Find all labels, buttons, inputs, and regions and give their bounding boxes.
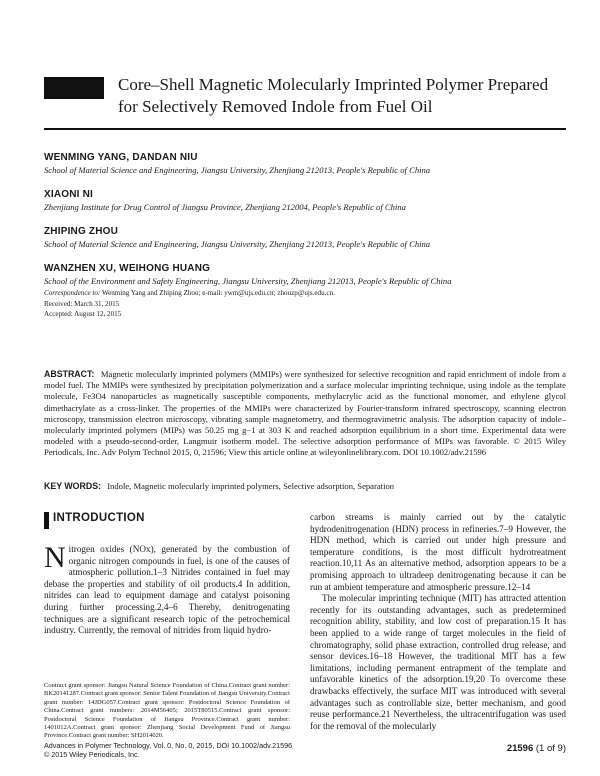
abstract-text: Magnetic molecularly imprinted polymers (MMIPs) were synthesized for selective recognition and rapid enrichment of indole from a model fuel. The MMIPs were synthesized by precipitation polymerization and a surface molecular imprinting technique, using indole as the template molecule, Fe3O4 nanoparticles as magnetically susceptible components, methylacrylic acid as the functional monomer, and ethylene glycol dimethacrylate as a cross-linker. The properties of the MMIPs were characterized by Fourier-transform infrared spectroscopy, scanning electron microscopy, transmission electron microscopy, vibrating sample magnetometry, and thermogravimetric analysis. The adsorption capacity of indole–molecularly imprinted polymers (MIPs) was 50.25 mg g−1 at 303 K and reached adsorption equilibrium in a short time. Experimental data were modeled with a pseudo-second-order, Langmuir isotherm model. The selective adsorption performance of MIPs was favorable. © 2015 Wiley Periodicals, Inc. Adv Polym Technol 2015, 0, 21596; View this article online at wileyonlinelibrary.com. DOI 10.1002/adv.21596 xyxy=(44,369,566,458)
abstract xyxy=(44,369,566,459)
author-group-2: XIAONI NI xyxy=(44,189,94,200)
section-title: INTRODUCTION xyxy=(53,512,145,524)
title-accent-bar xyxy=(44,77,104,99)
abstract-label: ABSTRACT: xyxy=(44,369,95,379)
affiliation-2: Zhenjiang Institute for Drug Control of Jiangsu Province, Zhenjiang 212004, People's Republic of China xyxy=(44,202,406,212)
intro-paragraph-2: The molecular imprinting technique (MIT) has attracted attention recently for its outstanding advantages, such as predetermined recognition ability, stability, and low cost of preparation.15 It has been applied to a wide range of target molecules in the field of chromatography, solid phase extraction, controlled drug release, and sensor devices.16–18 However, the traditional MIT has a few limitations, including permanent entrapment of the template and unfavorable kinetics of the adsorption.19,20 To overcome these drawbacks effectively, the surface MIT was introduced with several advantages such as controllable size, better mechanism, and good reuse performance.21 Nevertheless, the ultracentrifugation was used for the removal of the molecularly xyxy=(310,593,566,731)
footer-journal-info xyxy=(44,741,292,760)
body-column-left xyxy=(44,512,290,637)
author-group-1: WENMING YANG, DANDAN NIU xyxy=(44,152,198,163)
author-group-3: ZHIPING ZHOU xyxy=(44,226,119,237)
keywords-label: KEY WORDS: xyxy=(44,481,102,491)
keywords xyxy=(44,481,566,491)
correspondence xyxy=(44,289,564,297)
affiliation-1: School of Material Science and Engineering, Jiangsu University, Zhenjiang 212013, People's Republic of China xyxy=(44,165,431,175)
correspondence-label: Correspondence to: xyxy=(44,289,101,297)
footer-page-number xyxy=(507,743,566,754)
accepted-date: Accepted: August 12, 2015 xyxy=(44,309,122,318)
funding-footnotes: Contract grant sponsor: Jiangsu Natural Science Foundation of China.Contract grant number: BK20141287.Contract grant sponsor: Senior Talent Foundation of Jiangsu University.Contract grant number: 14JDG057.Contract grant sponsor: Postdoctoral Science Foundation of China.Contract grant numbers: 2014M56405; 2015T80515.Contract grant sponsor: Postdoctoral Science Foundation of Jiangsu Province.Contract grant number: 1401012A.Contract grant sponsor: Zhenjiang Social Development Fund of Jiangsu Province.Contract grant number: SH2014020. xyxy=(44,682,290,740)
received-date: Received: March 31, 2015 xyxy=(44,300,120,308)
intro-paragraph-1 xyxy=(44,541,290,637)
section-accent-bar xyxy=(44,512,49,529)
footer-copyright: © 2015 Wiley Periodicals, Inc. xyxy=(44,750,140,760)
intro-paragraph-1-cont: carbon streams is mainly carried out by the catalytic hydrodenitrogenation (HDN) process in refineries.7–9 However, the HDN method, which is carried out under high pressure and temperature conditions, is the most difficult hydrotreatment reaction.10,11 As an alternative method, adsorption appears to be a promising approach to ultradeep denitrogenating because it can be run at ambient temperature and atmospheric pressure.12–14 xyxy=(310,512,566,592)
body-column-right xyxy=(310,512,566,732)
intro-paragraph-1-text: itrogen oxides (NOx), generated by the combustion of organic nitrogen compounds in fuel, is one of the causes of atmospheric pollution.1–3 Nitrides contained in fuel may debase the properties and stability of oil products.4 In addition, nitrides can lead to equipment damage and catalyst poisoning during further processing.2,4–6 Thereby, denitrogenating techniques are a significant research topic of the petrochemical industry. Currently, the removal of nitrides from liquid hydro- xyxy=(44,544,290,636)
page-of: (1 of 9) xyxy=(535,743,566,754)
author-group-4: WANZHEN XU, WEIHONG HUANG xyxy=(44,263,211,274)
drop-cap: N xyxy=(44,541,66,574)
keywords-text: Indole, Magnetic molecularly imprinted polymers, Selective adsorption, Separation xyxy=(107,481,395,491)
title-rule xyxy=(44,128,566,130)
correspondence-text: Wenming Yang and Zhiping Zhou; e-mail: ywm@ujs.edu.cn; zhouzp@ujs.edu.cn. xyxy=(101,289,335,297)
title-block xyxy=(44,74,564,124)
article-title: Core–Shell Magnetic Molecularly Imprinted Polymer Prepared for Selectively Removed Indole from Fuel Oil xyxy=(118,75,549,116)
affiliation-3: School of Material Science and Engineering, Jiangsu University, Zhenjiang 212013, People's Republic of China xyxy=(44,239,431,249)
section-heading xyxy=(44,512,290,530)
affiliation-4: School of the Environment and Safety Engineering, Jiangsu University, Zhenjiang 212013, People's Republic of China xyxy=(44,276,452,286)
footer-journal: Advances in Polymer Technology, Vol. 0, No. 0, 2015, DOI 10.1002/adv.21596 xyxy=(44,741,293,750)
author-list xyxy=(44,152,564,319)
article-dates xyxy=(44,300,564,319)
article-number: 21596 xyxy=(506,743,534,754)
